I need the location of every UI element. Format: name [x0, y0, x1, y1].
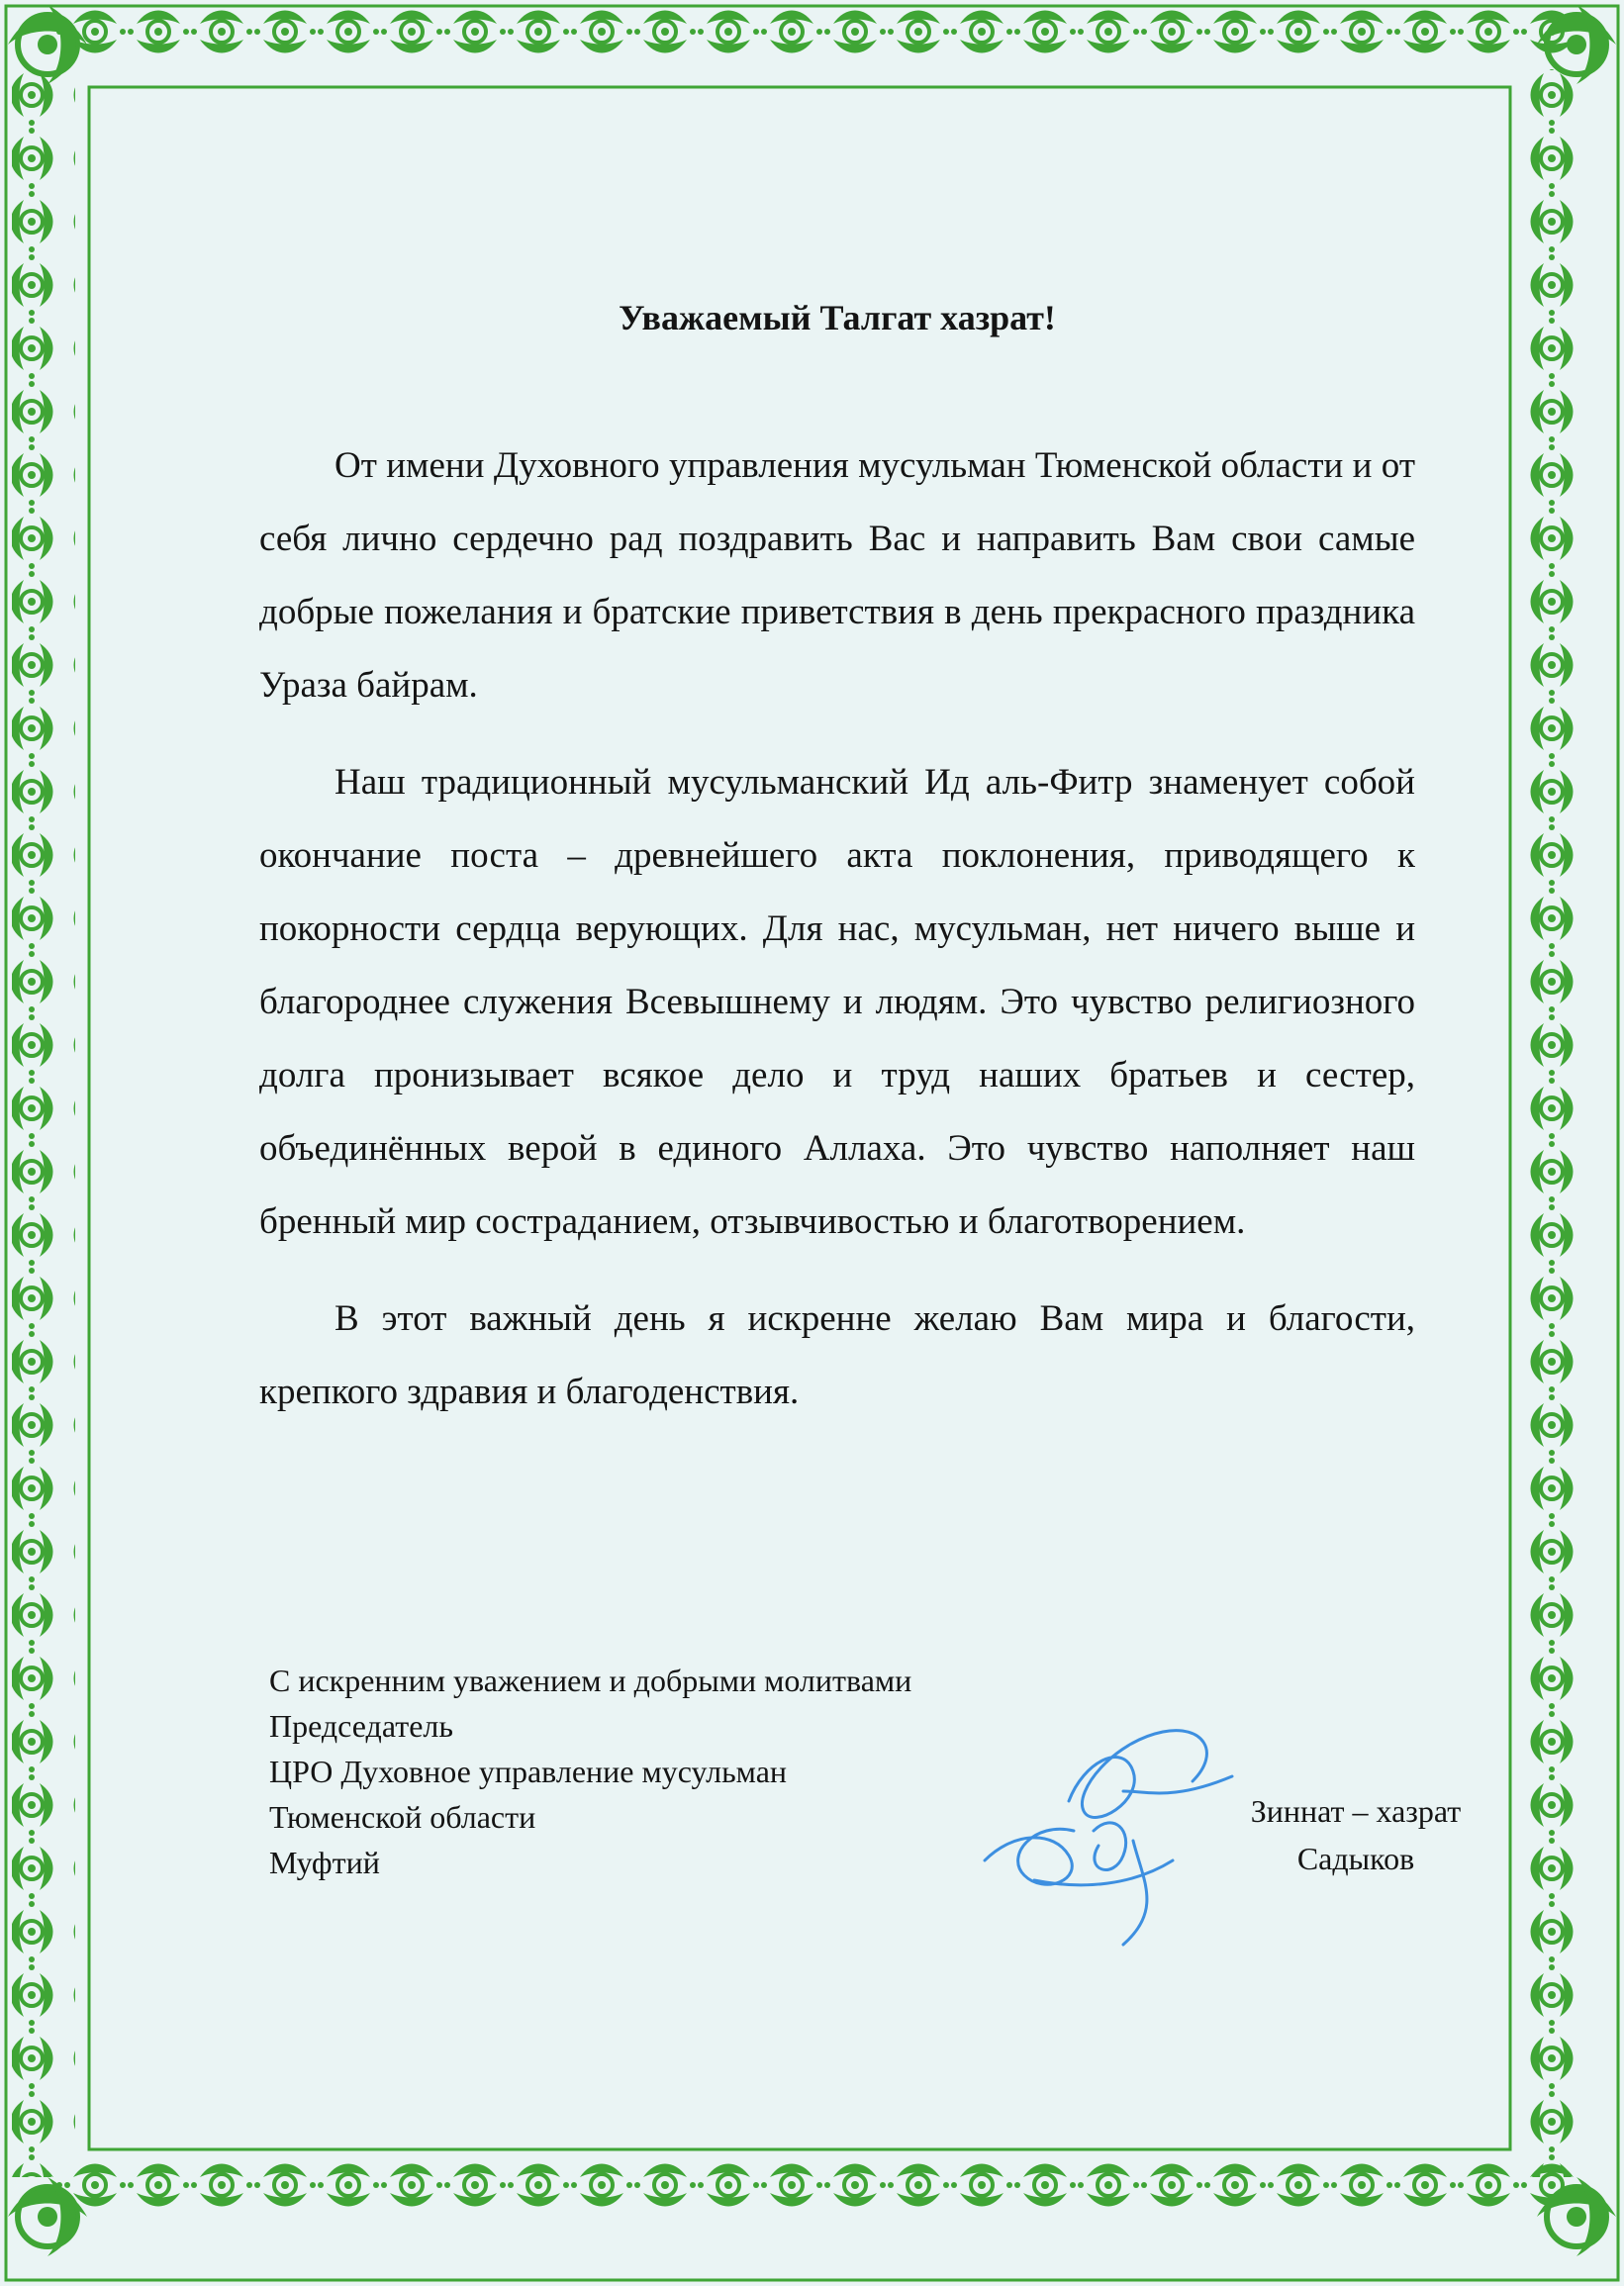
- paragraph-2: Наш традиционный мусульманский Ид аль-Фитр знаменует собой окончание поста – древнейшего акта поклонения, приводящего к покорности сердца верующих. Для нас, мусульман, нет ничего выше и благороднее служения Всевышнему и людям. Это чувство религиозного долга пронизывает всякое дело и труд наших братьев и сестер, объединённых верой в единого Аллаха. Это чувство наполняет наш бренный мир состраданием, отзывчивостью и благотворением.: [259, 762, 1415, 1242]
- signer-surname: Садыков: [1296, 1841, 1415, 1876]
- signer-name: [1217, 1787, 1494, 1882]
- greeting: Уважаемый Талгат хазрат!: [619, 298, 1056, 337]
- closing-line: Председатель: [269, 1708, 453, 1744]
- handwritten-signature: [975, 1682, 1252, 1959]
- closing-block: [269, 1658, 911, 1885]
- closing-line: Муфтий: [269, 1845, 380, 1880]
- paragraph-3: В этот важный день я искренне желаю Вам мира и благости, крепкого здравия и благоденствия.: [259, 1298, 1415, 1412]
- signer-title: Зиннат – хазрат: [1250, 1793, 1462, 1829]
- closing-line: Тюменской области: [269, 1799, 536, 1835]
- closing-line: С искренним уважением и добрыми молитвами: [269, 1663, 912, 1698]
- letter-body: [259, 297, 1415, 1429]
- paragraph-1: От имени Духовного управления мусульман Тюменской области и от себя лично сердечно рад поздравить Вас и направить Вам свои самые добрые пожелания и братские приветствия в день прекрасного праздника Ураза байрам.: [259, 445, 1415, 706]
- closing-line: ЦРО Духовное управление мусульман: [269, 1754, 788, 1789]
